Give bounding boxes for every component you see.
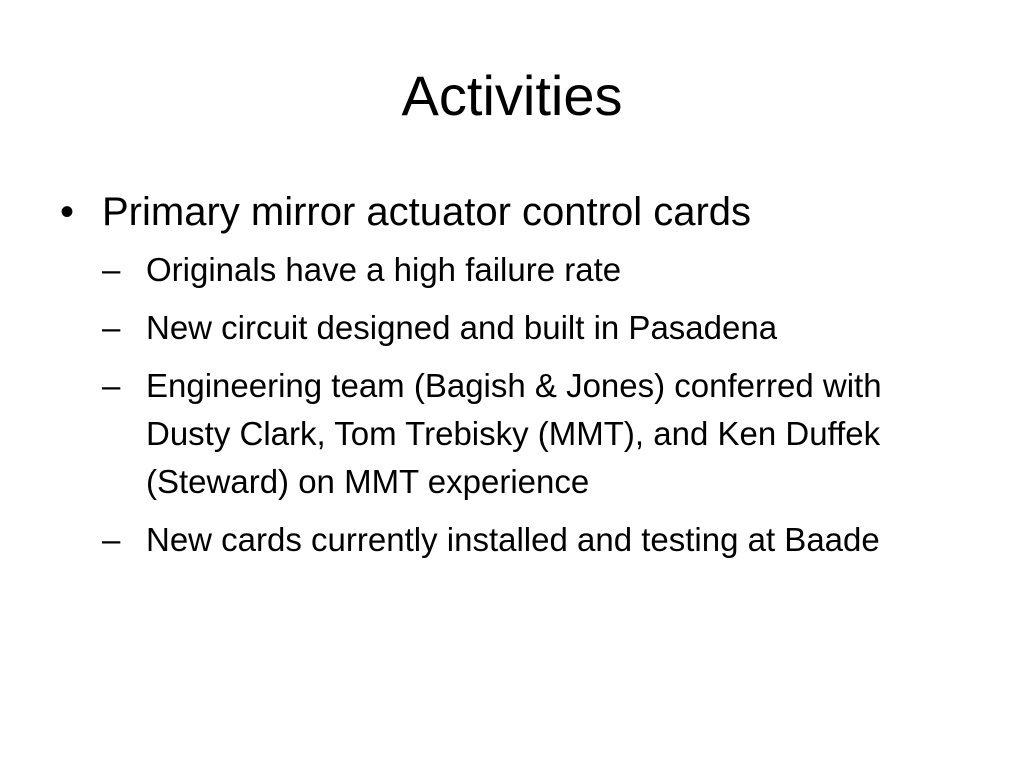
- sub-bullet-item: [102, 304, 970, 352]
- sub-bullet-item: [102, 362, 970, 506]
- bullet-item: [60, 188, 970, 236]
- bullet-text: Primary mirror actuator control cards: [102, 190, 752, 234]
- dash-marker: –: [102, 521, 121, 558]
- dash-marker: –: [102, 251, 121, 288]
- slide-title: Activities: [401, 64, 623, 127]
- slide-content: [60, 188, 970, 574]
- sub-bullet-text: Originals have a high failure rate: [146, 251, 622, 288]
- sub-bullet-text: New cards currently installed and testing at Baade: [146, 521, 880, 558]
- dash-marker: –: [102, 309, 121, 346]
- sub-bullet-item: [102, 246, 970, 294]
- bullet-marker: •: [60, 190, 75, 234]
- sub-bullet-text: New circuit designed and built in Pasadena: [146, 309, 778, 346]
- sub-bullet-item: [102, 516, 970, 564]
- dash-marker: –: [102, 367, 121, 404]
- sub-bullet-text: Engineering team (Bagish & Jones) conferred with Dusty Clark, Tom Trebisky (MMT), and Ken Duffek (Steward) on MMT experience: [146, 367, 882, 500]
